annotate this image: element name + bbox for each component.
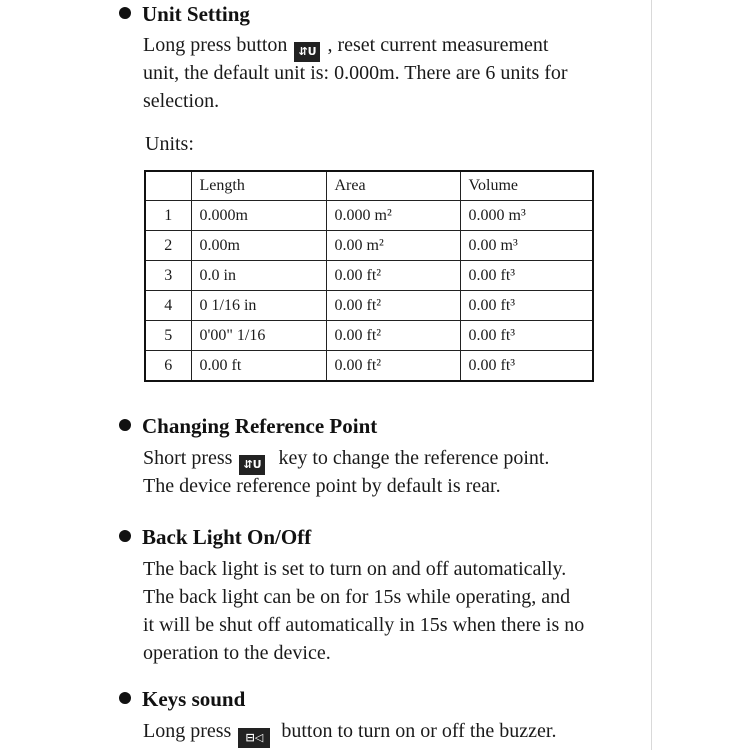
row-index: 2	[145, 231, 191, 261]
area-cell: 0.00 ft²	[326, 261, 460, 291]
header-volume: Volume	[460, 171, 593, 201]
unit-reference-key-icon: ⇵U	[294, 42, 320, 62]
keys-sound-line-1	[143, 717, 556, 748]
table-row	[145, 261, 593, 291]
length-cell: 0.000m	[191, 201, 326, 231]
area-cell: 0.000 m²	[326, 201, 460, 231]
table-row	[145, 321, 593, 351]
keys-sound-line-1-end: button to turn on or off the buzzer.	[281, 720, 557, 742]
header-area: Area	[326, 171, 460, 201]
header-length: Length	[191, 171, 326, 201]
unit-setting-line-1	[143, 31, 548, 62]
bullet-reference-point	[119, 419, 131, 431]
reference-point-line-2: The device reference point by default is rear.	[143, 475, 501, 497]
volume-cell: 0.00 ft³	[460, 321, 593, 351]
area-cell: 0.00 ft²	[326, 321, 460, 351]
row-index: 4	[145, 291, 191, 321]
unit-setting-line-2: unit, the default unit is: 0.000m. There are 6 units for	[143, 62, 568, 84]
bullet-unit-setting	[119, 7, 131, 19]
area-cell: 0.00 ft²	[326, 351, 460, 382]
buzzer-key-icon: ⊟◁	[238, 728, 270, 748]
header-index	[145, 171, 191, 201]
length-cell: 0.0 in	[191, 261, 326, 291]
table-header-row	[145, 171, 593, 201]
unit-setting-line-1-end: , reset current measurement	[327, 34, 549, 56]
unit-reference-key-icon: ⇵U	[239, 455, 265, 475]
table-row	[145, 231, 593, 261]
heading-unit-setting: Unit Setting	[142, 2, 250, 26]
table-row	[145, 351, 593, 382]
row-index: 3	[145, 261, 191, 291]
heading-back-light: Back Light On/Off	[142, 525, 312, 549]
back-light-line-3: it will be shut off automatically in 15s when there is no	[143, 614, 585, 636]
volume-cell: 0.00 ft³	[460, 351, 593, 382]
row-index: 1	[145, 201, 191, 231]
length-cell: 0 1/16 in	[191, 291, 326, 321]
table-row	[145, 291, 593, 321]
heading-reference-point: Changing Reference Point	[142, 414, 378, 438]
volume-cell: 0.00 ft³	[460, 261, 593, 291]
unit-setting-line-3: selection.	[143, 90, 220, 112]
volume-cell: 0.000 m³	[460, 201, 593, 231]
area-cell: 0.00 m²	[326, 231, 460, 261]
reference-point-line-1-start: Short press	[143, 447, 233, 469]
volume-cell: 0.00 ft³	[460, 291, 593, 321]
reference-point-line-1-end: key to change the reference point.	[278, 447, 550, 469]
row-index: 5	[145, 321, 191, 351]
page-edge-divider	[651, 0, 652, 750]
units-label: Units:	[145, 133, 194, 155]
unit-setting-line-1-start: Long press button	[143, 34, 288, 56]
heading-keys-sound: Keys sound	[142, 687, 246, 711]
back-light-line-1: The back light is set to turn on and off automatically.	[143, 558, 567, 580]
table-row	[145, 201, 593, 231]
row-index: 6	[145, 351, 191, 382]
bullet-keys-sound	[119, 692, 131, 704]
back-light-line-2: The back light can be on for 15s while operating, and	[143, 586, 571, 608]
bullet-back-light	[119, 530, 131, 542]
area-cell: 0.00 ft²	[326, 291, 460, 321]
length-cell: 0.00 ft	[191, 351, 326, 382]
keys-sound-line-1-start: Long press	[143, 720, 232, 742]
length-cell: 0.00m	[191, 231, 326, 261]
volume-cell: 0.00 m³	[460, 231, 593, 261]
reference-point-line-1	[143, 444, 549, 475]
units-table	[144, 170, 594, 382]
length-cell: 0'00" 1/16	[191, 321, 326, 351]
back-light-line-4: operation to the device.	[143, 642, 331, 664]
